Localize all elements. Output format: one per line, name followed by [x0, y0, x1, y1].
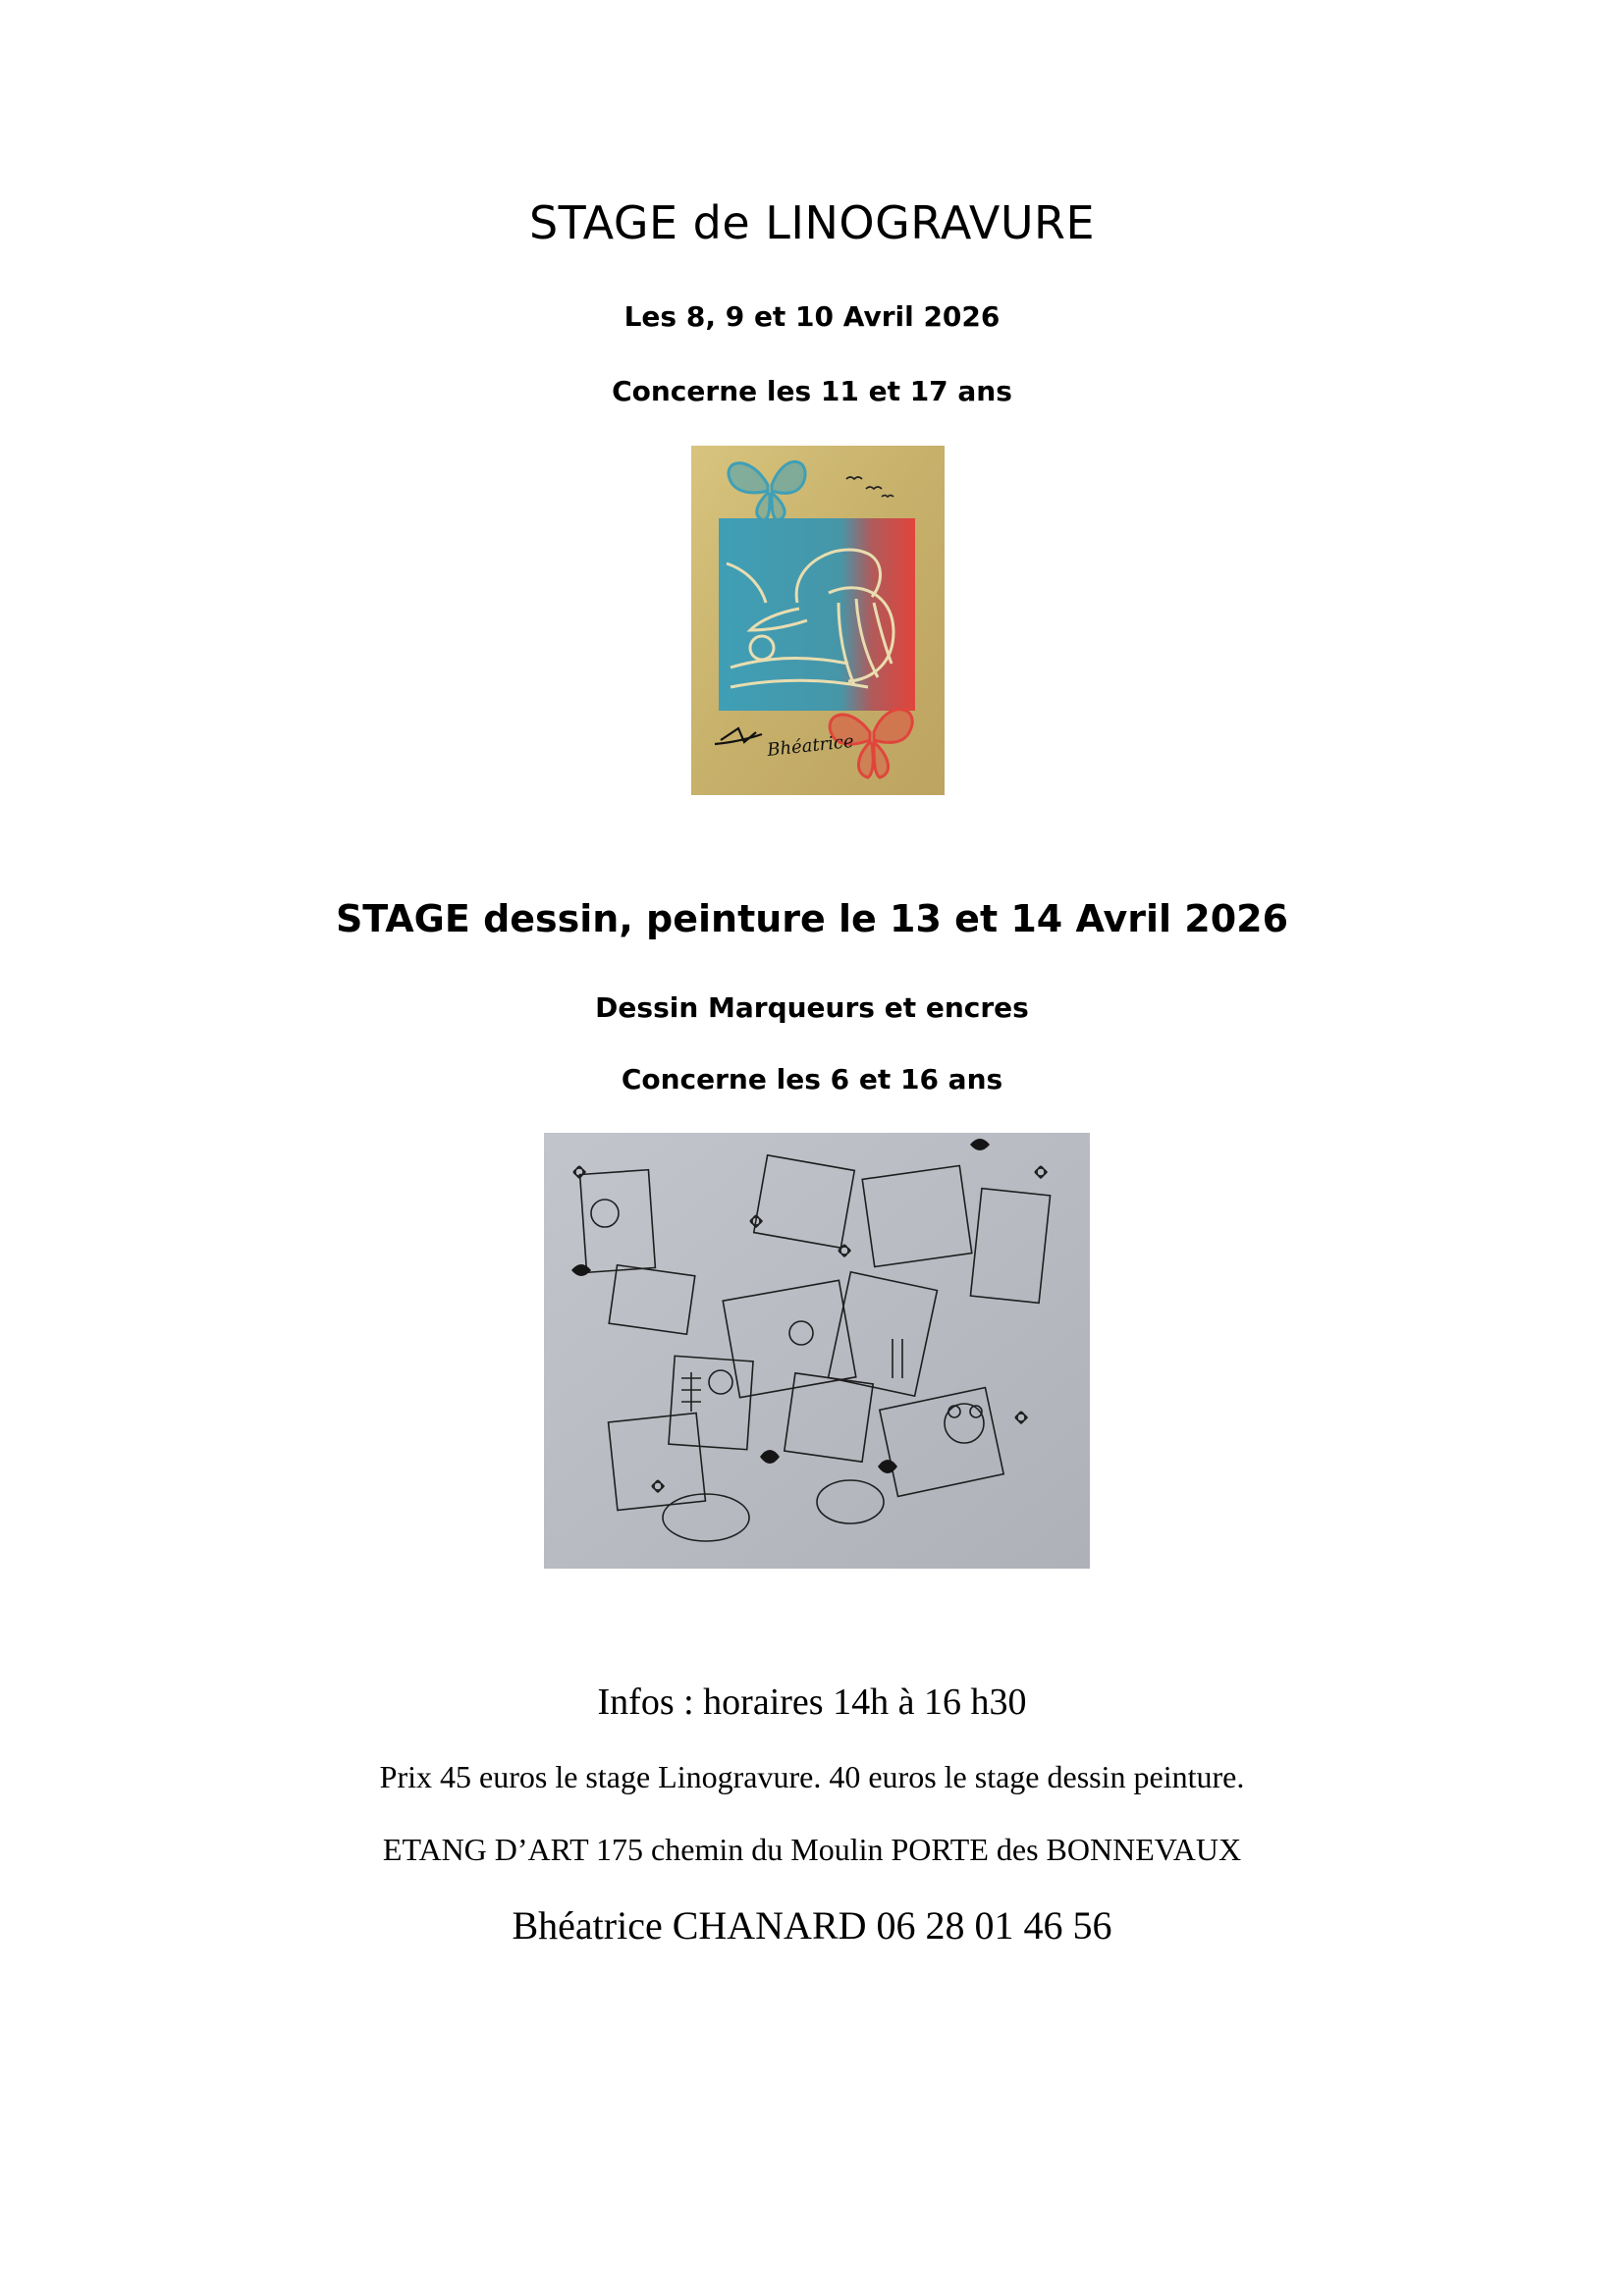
drawing-title: STAGE dessin, peinture le 13 et 14 Avril 2026 [335, 897, 1289, 940]
info-prices: Prix 45 euros le stage Linogravure. 40 euros le stage dessin peinture. [379, 1759, 1245, 1794]
drawing-technique: Dessin Marqueurs et encres [595, 991, 1029, 1024]
info-hours: Infos : horaires 14h à 16 h30 [597, 1682, 1027, 1723]
drawing-artwork-image [544, 1133, 1090, 1569]
info-address: ETANG D’ART 175 chemin du Moulin PORTE des BONNEVAUX [382, 1832, 1242, 1867]
linocut-artwork-image [691, 446, 945, 795]
linogravure-dates: Les 8, 9 et 10 Avril 2026 [623, 300, 1001, 333]
drawing-ages: Concerne les 6 et 16 ans [621, 1063, 1003, 1095]
info-contact: Bhéatrice CHANARD 06 28 01 46 56 [512, 1903, 1112, 1948]
linogravure-ages: Concerne les 11 et 17 ans [612, 375, 1012, 407]
linogravure-title: STAGE de LINOGRAVURE [528, 196, 1096, 249]
artwork-signature: Bhéatrice [766, 730, 855, 761]
